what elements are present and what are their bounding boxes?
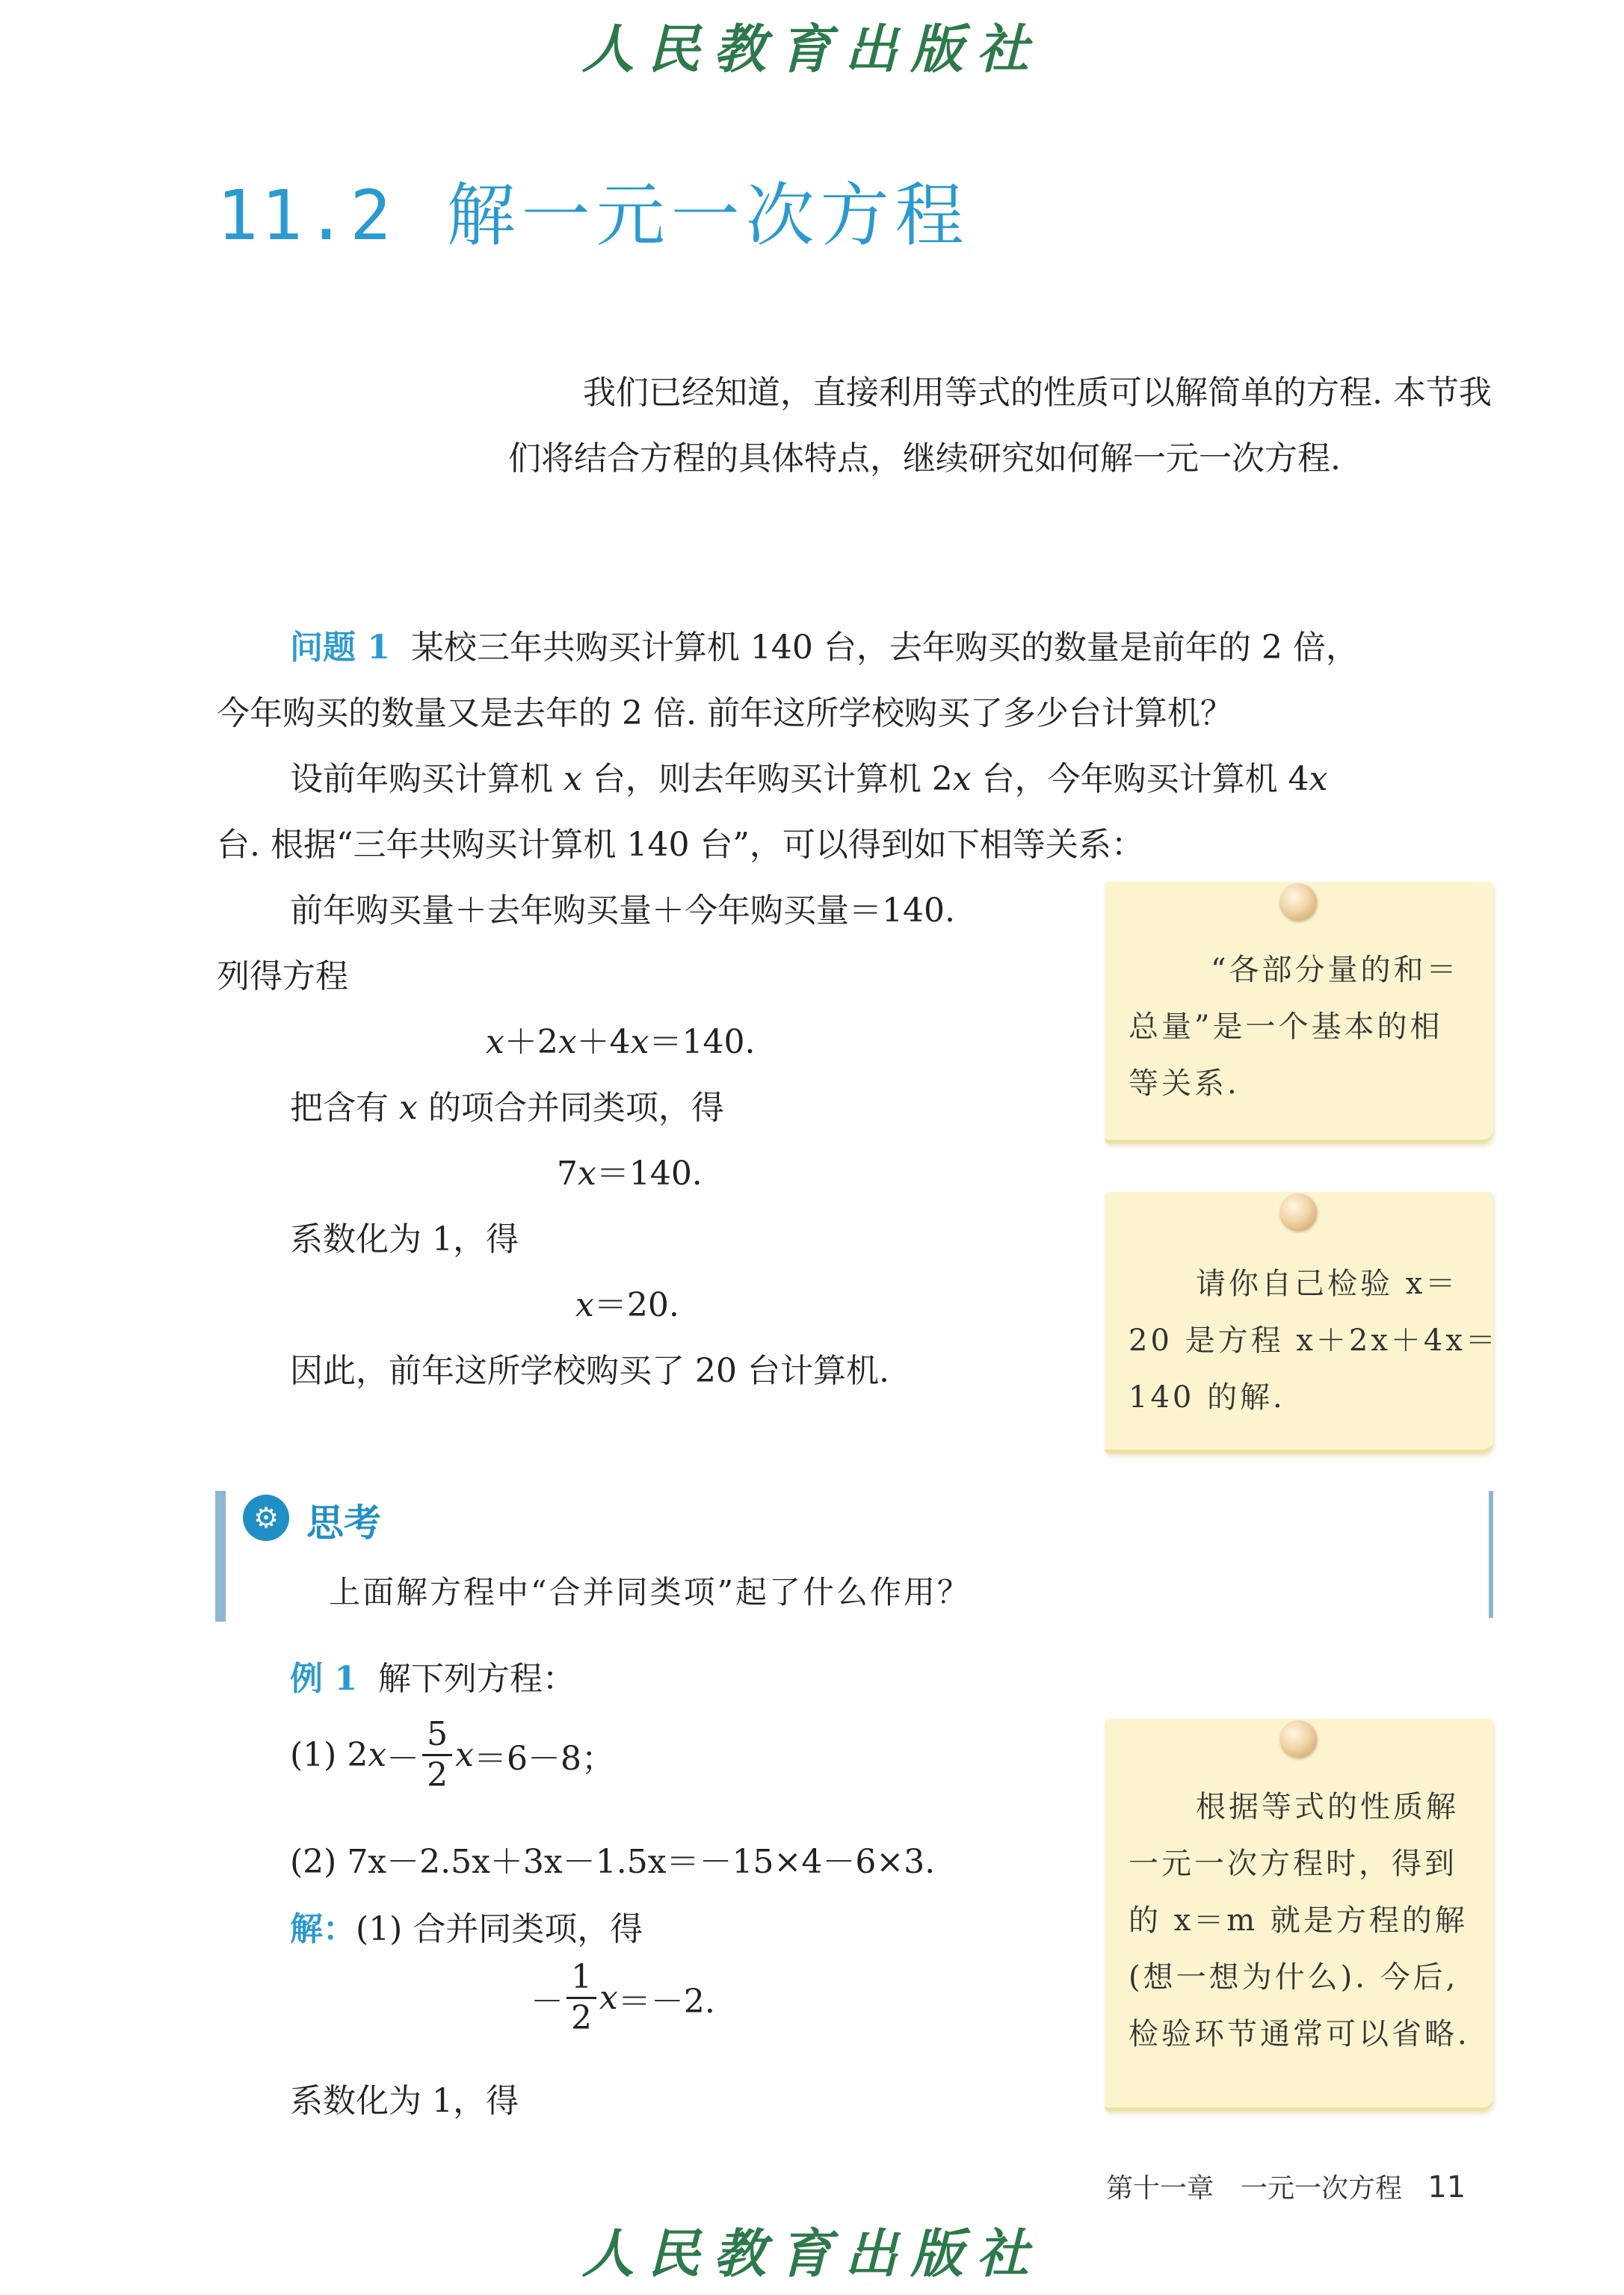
combine-text-b: 的项合并同类项，得: [417, 1089, 724, 1127]
note2-line2: 20 是方程 x＋2x＋4x＝: [1129, 1323, 1498, 1358]
combine-step: [290, 1081, 724, 1128]
note1-line2: 总量”是一个基本的相: [1129, 1010, 1443, 1044]
solution-label: 解：: [290, 1910, 356, 1948]
equation-1: [486, 1015, 755, 1063]
section-number: 11.2: [217, 176, 395, 256]
note2-text: [1129, 1255, 1498, 1426]
fraction-5-2: [422, 1715, 452, 1795]
example1-problem2: (2) 7x－2.5x＋3x－1.5x＝－15×4－6×3.: [290, 1843, 936, 1881]
conclusion: 因此，前年这所学校购买了 20 台计算机.: [290, 1352, 889, 1390]
note1-line3: 等关系.: [1129, 1066, 1240, 1101]
pin-icon: [1279, 1720, 1317, 1758]
solution-rest: ＝－2.: [617, 1982, 715, 2021]
footer-chapter: 第十一章 一元一次方程: [1106, 2173, 1403, 2204]
eq1-part-b: ＋4: [576, 1023, 631, 1061]
note1-text: [1129, 942, 1459, 1112]
note3-line4: (想一想为什么). 今后,: [1129, 1960, 1459, 1995]
p1-rest: ＝6－8；: [473, 1739, 614, 1778]
publisher-logo-bottom: 人民教育出版社: [581, 2223, 1043, 2285]
var-x: x: [599, 1979, 618, 2017]
think-left-bar: [215, 1491, 226, 1622]
example1-problem1: [290, 1715, 614, 1795]
example1-coefficient-step: 系数化为 1，得: [290, 2082, 519, 2120]
setup-line1: [290, 752, 1327, 800]
example1-header: [290, 1652, 575, 1699]
var-x: x: [455, 1736, 474, 1774]
var-x: x: [558, 1023, 577, 1061]
equation-2: [557, 1146, 703, 1194]
example1-label: 例 1: [290, 1660, 357, 1698]
note3-line3: 的 x＝m 就是方程的解: [1129, 1903, 1468, 1938]
var-x: x: [578, 1155, 596, 1193]
var-x: x: [1309, 760, 1328, 798]
problem1-label: 问题 1: [290, 628, 390, 667]
think-label: 思考: [306, 1501, 381, 1545]
setup-text-a: 设前年购买计算机: [290, 760, 564, 798]
intro-paragraph: 我们已经知道，直接利用等式的性质可以解简单的方程. 本节我们将结合方程的具体特点，继续研究如何解一元一次方程.: [508, 374, 1492, 478]
problem1-text1: 某校三年共购买计算机 140 台，去年购买的数量是前年的 2 倍，: [410, 628, 1359, 667]
note3-text: [1129, 1779, 1470, 2063]
pin-icon: [1279, 1193, 1317, 1231]
equation-3: [575, 1278, 679, 1326]
fraction-denominator: 2: [571, 1999, 592, 2037]
setup-text-b: 台，则去年购买计算机 2: [581, 760, 953, 798]
note2-line1: 请你自己检验 x＝: [1196, 1267, 1459, 1301]
solution-step-text: (1) 合并同类项，得: [356, 1910, 643, 1948]
var-x: x: [486, 1023, 504, 1061]
minus-sign: －: [531, 1982, 564, 2021]
section-title: [217, 161, 970, 259]
page-number: 11: [1427, 2170, 1466, 2205]
relation: 前年购买量＋去年购买量＋今年购买量＝140.: [290, 892, 955, 930]
think-question: 上面解方程中“合并同类项”起了什么作用？: [329, 1574, 971, 1610]
minus-sign: －: [386, 1739, 420, 1778]
fraction-1-2: [566, 1958, 596, 2038]
var-x: x: [952, 760, 972, 798]
note2-line3: 140 的解.: [1129, 1380, 1285, 1415]
publisher-logo-top: 人民教育出版社: [581, 18, 1043, 80]
var-x: x: [368, 1736, 387, 1774]
p1-label: (1) 2: [290, 1736, 368, 1774]
solution-equation: [531, 1958, 715, 2038]
var-x: x: [564, 760, 582, 798]
note1-line1: “各部分量的和＝: [1211, 953, 1460, 987]
eq3-part: ＝20.: [593, 1286, 679, 1324]
setup-line2: 台. 根据“三年共购买计算机 140 台”，可以得到如下相等关系：: [217, 826, 1144, 864]
note3-line2: 一元一次方程时，得到: [1129, 1847, 1457, 1881]
fraction-numerator: 1: [566, 1958, 596, 1999]
eq2-part-b: ＝140.: [596, 1155, 703, 1193]
page-footer: [1106, 2167, 1466, 2205]
var-x: x: [399, 1089, 418, 1127]
eq2-part-a: 7: [557, 1155, 578, 1193]
fraction-denominator: 2: [427, 1756, 448, 1794]
problem1-line1: [290, 620, 1359, 668]
setup-text-c: 台，今年购买计算机 4: [971, 760, 1309, 798]
list-equation-label: 列得方程: [217, 957, 348, 995]
lightbulb-icon: ⚙: [243, 1495, 289, 1541]
example1-prompt: 解下列方程：: [377, 1660, 575, 1698]
var-x: x: [575, 1286, 594, 1324]
combine-text-a: 把含有: [290, 1089, 399, 1127]
section-name: 解一元一次方程: [446, 176, 970, 256]
note3-line5: 检验环节通常可以省略.: [1129, 2017, 1470, 2051]
think-right-bar: [1489, 1491, 1493, 1618]
example1-solution-step: [290, 1902, 643, 1950]
problem1-line2: 今年购买的数量又是去年的 2 倍. 前年这所学校购买了多少台计算机？: [217, 694, 1233, 732]
coefficient-step: 系数化为 1，得: [290, 1220, 519, 1258]
pin-icon: [1279, 883, 1317, 921]
eq1-part-a: ＋2: [504, 1023, 558, 1061]
var-x: x: [630, 1023, 649, 1061]
fraction-numerator: 5: [422, 1715, 452, 1756]
eq1-part-c: ＝140.: [649, 1023, 756, 1061]
note3-line1: 根据等式的性质解: [1196, 1790, 1459, 1824]
